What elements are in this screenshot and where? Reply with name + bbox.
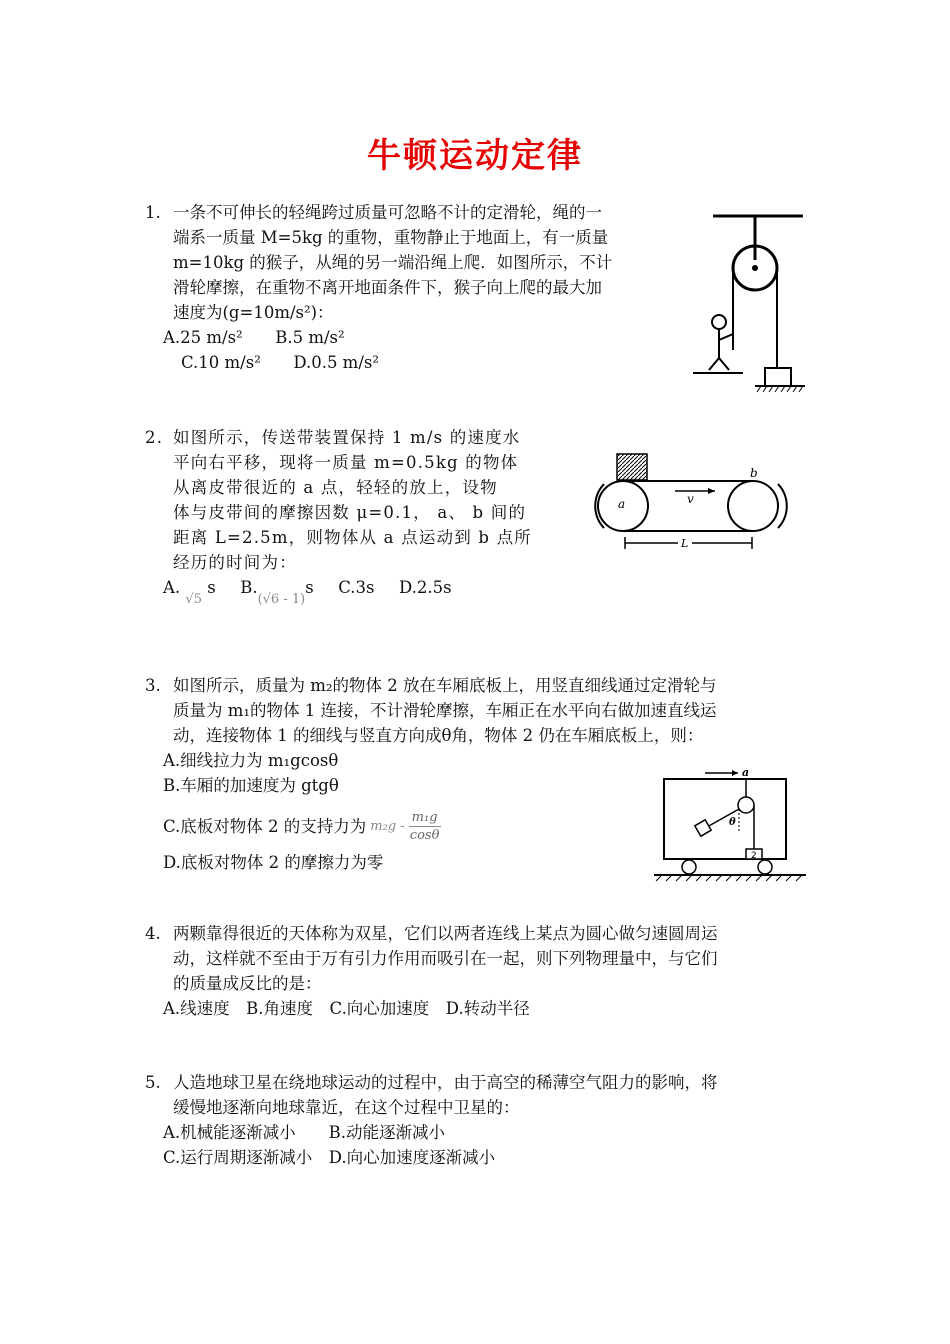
train-car-figure <box>650 765 810 885</box>
question-text-line: 如图所示，质量为 m₂的物体 2 放在车厢底板上，用竖直细线通过定滑轮与 <box>173 676 717 695</box>
question-text-line: 速度为(g=10m/s²)： <box>173 303 334 322</box>
option-a: A.25 m/s² <box>163 328 243 347</box>
question-2 <box>145 425 575 607</box>
conveyor-belt-figure <box>590 448 800 558</box>
question-text-line: 人造地球卫星在绕地球运动的过程中，由于高空的稀薄空气阻力的影响，将 <box>173 1073 718 1092</box>
option-c: C.底板对物体 2 的支持力为 <box>163 816 367 836</box>
option-b: B.车厢的加速度为 gtgθ <box>163 776 339 795</box>
question-number: 5. <box>145 1073 161 1092</box>
question-text-line: 动，这样就不至由于万有引力作用而吸引在一起，则下列物理量中，与它们 <box>173 949 718 968</box>
question-1 <box>145 200 685 375</box>
question-number: 1. <box>145 203 161 222</box>
label-b: b <box>750 466 758 480</box>
pulley-monkey-figure <box>685 210 815 400</box>
option-b: B. <box>240 578 258 597</box>
question-4 <box>145 921 815 1021</box>
label-a: a <box>742 766 750 779</box>
label-a: a <box>618 497 626 511</box>
option-a: A. <box>163 578 181 597</box>
question-text-line: 距离 L=2.5m，则物体从 a 点运动到 b 点所 <box>173 528 532 547</box>
option-d: D.底板对物体 2 的摩擦力为零 <box>163 853 384 872</box>
option-c-numerator: m₁g <box>409 809 441 827</box>
question-text-line: 如图所示，传送带装置保持 1 m/s 的速度水 <box>173 428 521 447</box>
question-text-line: 的质量成反比的是： <box>173 974 322 993</box>
question-text-line: 从离皮带很近的 a 点，轻轻的放上，设物 <box>173 478 498 497</box>
question-text-line: 缓慢地逐渐向地球靠近，在这个过程中卫星的： <box>173 1098 520 1117</box>
options-ab: A.机械能逐渐减小 B.动能逐渐减小 <box>163 1123 446 1142</box>
label-theta: θ <box>729 817 736 828</box>
page-title: 牛顿运动定律 <box>367 136 583 176</box>
question-number: 4. <box>145 924 161 943</box>
option-c: C.3s <box>338 578 375 597</box>
option-d: D.0.5 m/s² <box>293 353 379 372</box>
question-5 <box>145 1070 815 1170</box>
question-number: 2. <box>145 428 164 447</box>
option-c-denominator: cosθ <box>409 827 440 843</box>
option-c: C.10 m/s² <box>181 353 261 372</box>
question-text-line: 两颗靠得很近的天体称为双星，它们以两者连线上某点为圆心做匀速圆周运 <box>173 924 718 943</box>
label-L: L <box>681 537 689 550</box>
option-d: D.2.5s <box>398 578 452 597</box>
option-b: B.5 m/s² <box>275 328 345 347</box>
label-2: 2 <box>751 851 757 861</box>
option-a-value: √5 <box>185 592 202 607</box>
question-text-line: m=10kg 的猴子，从绳的另一端沿绳上爬．如图所示，不计 <box>173 253 613 272</box>
question-number: 3. <box>145 676 161 695</box>
question-text-line: 一条不可伸长的轻绳跨过质量可忽略不计的定滑轮，绳的一 <box>173 203 602 222</box>
question-text-line: 动，连接物体 1 的细线与竖直方向成θ角，物体 2 仍在车厢底板上，则： <box>173 726 704 745</box>
question-text-line: 经历的时间为： <box>173 553 297 572</box>
option-a-unit: s <box>207 578 216 597</box>
option-a: A.细线拉力为 m₁gcosθ <box>163 751 339 770</box>
question-text-line: 端系一质量 M=5kg 的重物，重物静止于地面上，有一质量 <box>173 228 609 247</box>
question-text-line: 滑轮摩擦，在重物不离开地面条件下，猴子向上爬的最大加 <box>173 278 602 297</box>
option-c-expr: m₂g - <box>370 818 405 834</box>
label-v: v <box>687 492 694 506</box>
option-b-unit: s <box>305 578 314 597</box>
question-text-line: 体与皮带间的摩擦因数 μ=0.1， a、 b 间的 <box>173 503 527 522</box>
options: A.线速度 B.角速度 C.向心加速度 D.转动半径 <box>163 999 530 1018</box>
options-cd: C.运行周期逐渐减小 D.向心加速度逐渐减小 <box>163 1148 496 1167</box>
question-text-line: 质量为 m₁的物体 1 连接，不计滑轮摩擦，车厢正在水平向右做加速直线运 <box>173 701 717 720</box>
option-b-value: (√6 - 1) <box>257 592 306 607</box>
question-text-line: 平向右平移，现将一质量 m=0.5kg 的物体 <box>173 453 519 472</box>
